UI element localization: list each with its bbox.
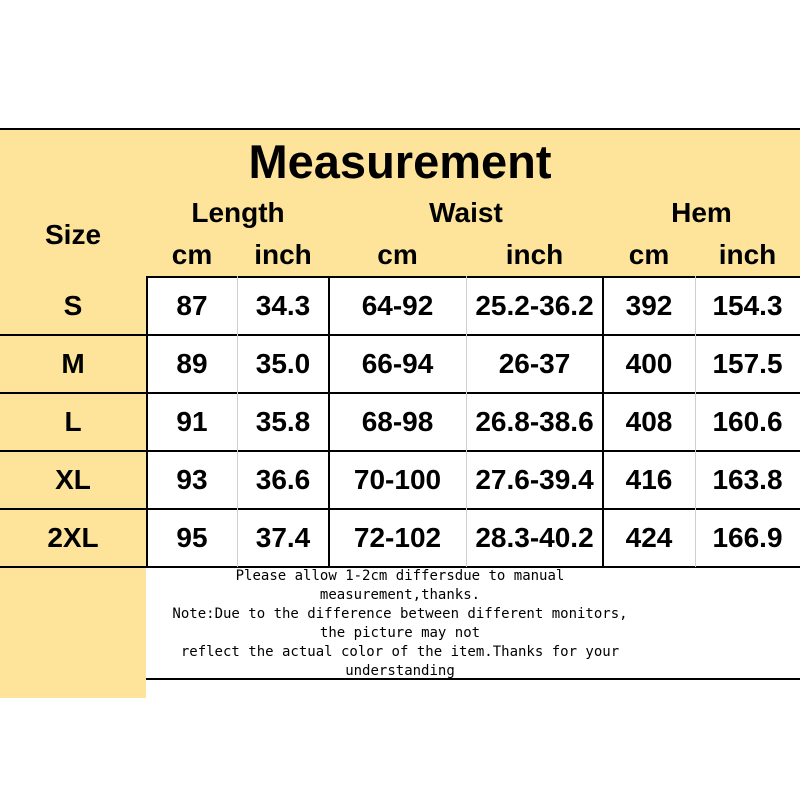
hem-inch-cell: 163.8 <box>712 464 783 495</box>
grid-line <box>237 276 238 567</box>
waist-cm-cell: 70-100 <box>353 464 442 495</box>
hem-inch-header: inch <box>718 239 777 270</box>
waist-header: Waist <box>429 197 503 228</box>
grid-line <box>146 276 800 278</box>
waist-inch-header: inch <box>505 239 564 270</box>
chart-title: Measurement <box>248 135 552 188</box>
grid-line <box>602 276 604 567</box>
grid-line <box>695 276 696 567</box>
table-row <box>0 509 800 567</box>
length-inch-cell: 35.0 <box>255 348 311 379</box>
waist-cm-cell: 72-102 <box>353 522 442 553</box>
grid-line <box>146 276 148 567</box>
hem-cm-cell: 416 <box>625 464 673 495</box>
waist-cm-cell: 66-94 <box>361 348 434 379</box>
waist-inch-cell: 26-37 <box>498 348 571 379</box>
length-header: Length <box>191 197 285 228</box>
size-cell: 2XL <box>47 522 99 553</box>
grid-line <box>0 508 800 510</box>
grid-line <box>328 276 330 567</box>
grid-line <box>0 450 800 452</box>
measurement-note <box>0 567 800 681</box>
length-cm-cell: 91 <box>176 406 208 437</box>
grid-line <box>0 392 800 394</box>
hem-inch-cell: 154.3 <box>712 290 783 321</box>
note-line: measurement,thanks. <box>319 587 481 603</box>
table-row <box>0 277 800 335</box>
length-cm-header: cm <box>171 239 213 270</box>
length-cm-cell: 87 <box>176 290 208 321</box>
note-line: Note:Due to the difference between different monitors, <box>172 606 628 622</box>
hem-header: Hem <box>671 197 732 228</box>
waist-inch-cell: 27.6-39.4 <box>475 464 594 495</box>
chart-header <box>0 130 800 277</box>
length-inch-header: inch <box>254 239 312 270</box>
waist-inch-cell: 25.2-36.2 <box>475 290 594 321</box>
waist-cm-cell: 68-98 <box>361 406 434 437</box>
size-chart <box>0 128 800 680</box>
table-row <box>0 451 800 509</box>
hem-inch-cell: 160.6 <box>712 406 783 437</box>
waist-cm-cell: 64-92 <box>361 290 434 321</box>
length-inch-cell: 36.6 <box>255 464 311 495</box>
size-column-header: Size <box>44 219 102 250</box>
hem-cm-cell: 408 <box>625 406 673 437</box>
note-line: understanding <box>345 663 455 679</box>
hem-cm-cell: 424 <box>625 522 673 553</box>
table-row <box>0 393 800 451</box>
length-cm-cell: 89 <box>176 348 208 379</box>
length-inch-cell: 35.8 <box>255 406 311 437</box>
hem-cm-cell: 400 <box>625 348 673 379</box>
note-line: reflect the actual color of the item.Thanks for your <box>180 644 620 660</box>
length-inch-cell: 34.3 <box>255 290 311 321</box>
hem-cm-cell: 392 <box>625 290 673 321</box>
hem-inch-cell: 166.9 <box>712 522 783 553</box>
size-cell: S <box>63 290 83 321</box>
waist-inch-cell: 28.3-40.2 <box>475 522 594 553</box>
waist-inch-cell: 26.8-38.6 <box>475 406 594 437</box>
hem-inch-cell: 157.5 <box>712 348 783 379</box>
length-cm-cell: 95 <box>176 522 208 553</box>
size-cell: L <box>64 406 82 437</box>
size-cell: M <box>61 348 85 379</box>
length-cm-cell: 93 <box>176 464 208 495</box>
waist-cm-header: cm <box>377 239 418 270</box>
note-line: the picture may not <box>319 625 481 641</box>
table-row <box>0 335 800 393</box>
size-cell: XL <box>55 464 91 495</box>
note-line: Please allow 1-2cm differsdue to manual <box>235 568 565 584</box>
grid-line <box>466 276 467 567</box>
hem-cm-header: cm <box>628 239 670 270</box>
grid-line <box>0 334 800 336</box>
length-inch-cell: 37.4 <box>255 522 311 553</box>
